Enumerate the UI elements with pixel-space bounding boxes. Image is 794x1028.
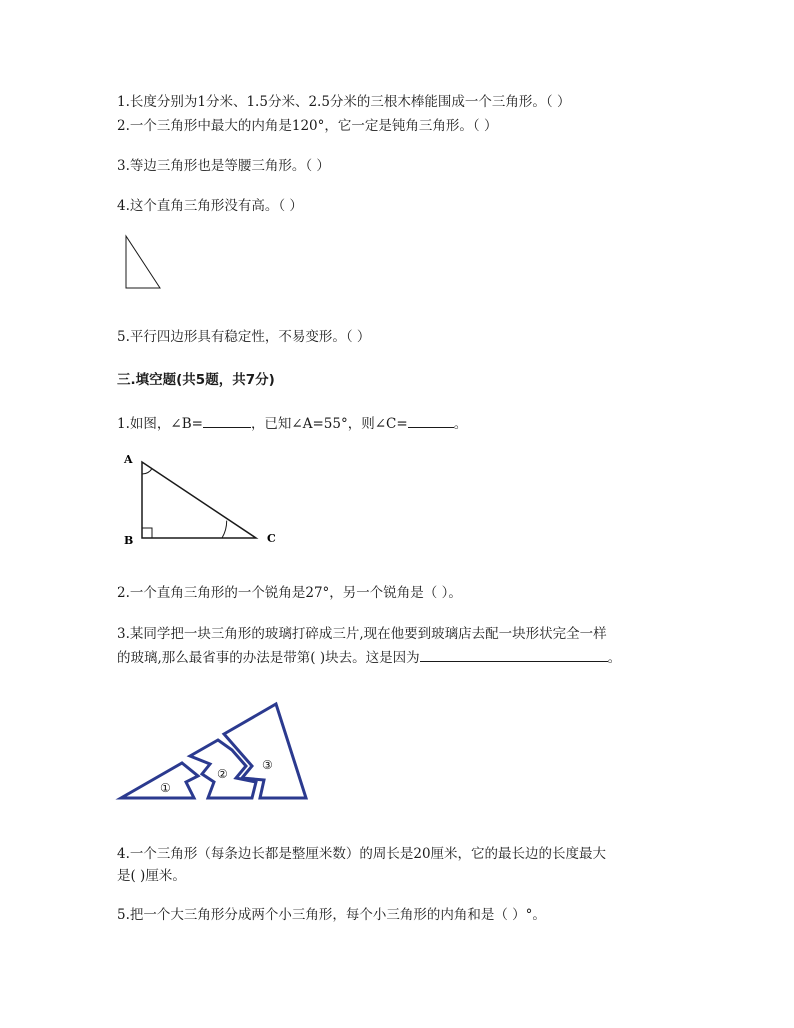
fill-q1-part-a: 1.如图，∠B=	[117, 416, 203, 432]
judge-question-3: 3.等边三角形也是等腰三角形。（ ）	[117, 158, 330, 174]
glass-label-1: ①	[160, 781, 171, 795]
vertex-label-c: C	[267, 532, 276, 545]
fill-question-3-line-2	[117, 648, 621, 667]
judge-question-1: 1.长度分别为1分米、1.5分米、2.5分米的三根木棒能围成一个三角形。（ ）	[117, 94, 571, 110]
broken-glass-figure	[114, 698, 314, 808]
judge-question-4: 4.这个直角三角形没有高。（ ）	[117, 198, 303, 214]
fill-question-2: 2.一个直角三角形的一个锐角是27°，另一个锐角是（ ）。	[117, 585, 462, 601]
triangle-abc-figure	[118, 448, 288, 552]
fill-question-1	[117, 414, 467, 433]
judge-question-2: 2.一个三角形中最大的内角是120°，它一定是钝角三角形。（ ）	[117, 118, 498, 134]
fill-q1-part-b: ，已知∠A=55°，则∠C=	[250, 416, 408, 432]
fill-question-4-line-1: 4.一个三角形（每条边长都是整厘米数）的周长是20厘米，它的最长边的长度最大	[117, 846, 607, 862]
glass-piece-3	[224, 704, 306, 798]
fill-question-5: 5.把一个大三角形分成两个小三角形，每个小三角形的内角和是（ ）°。	[117, 907, 546, 923]
fill-question-4-line-2: 是( )厘米。	[117, 868, 186, 884]
answer-blank[interactable]	[408, 414, 454, 428]
glass-label-2: ②	[217, 767, 228, 781]
fill-q1-part-c: 。	[453, 416, 468, 432]
vertex-label-b: B	[124, 534, 134, 547]
judge-question-5: 5.平行四边形具有稳定性，不易变形。（ ）	[117, 329, 371, 345]
section-heading: 三.填空题(共5题，共7分)	[117, 372, 275, 388]
glass-label-3: ③	[262, 758, 273, 772]
answer-blank[interactable]	[420, 648, 608, 662]
fill-question-3-line-1: 3.某同学把一块三角形的玻璃打碎成三片,现在他要到玻璃店去配一块形状完全一样	[117, 626, 607, 642]
fill-q3-text: 的玻璃,那么最省事的办法是带第( )块去。这是因为	[117, 650, 420, 666]
answer-blank[interactable]	[203, 414, 251, 428]
right-triangle-figure	[120, 232, 170, 294]
fill-q3-end: 。	[607, 650, 622, 666]
vertex-label-a: A	[124, 453, 133, 466]
